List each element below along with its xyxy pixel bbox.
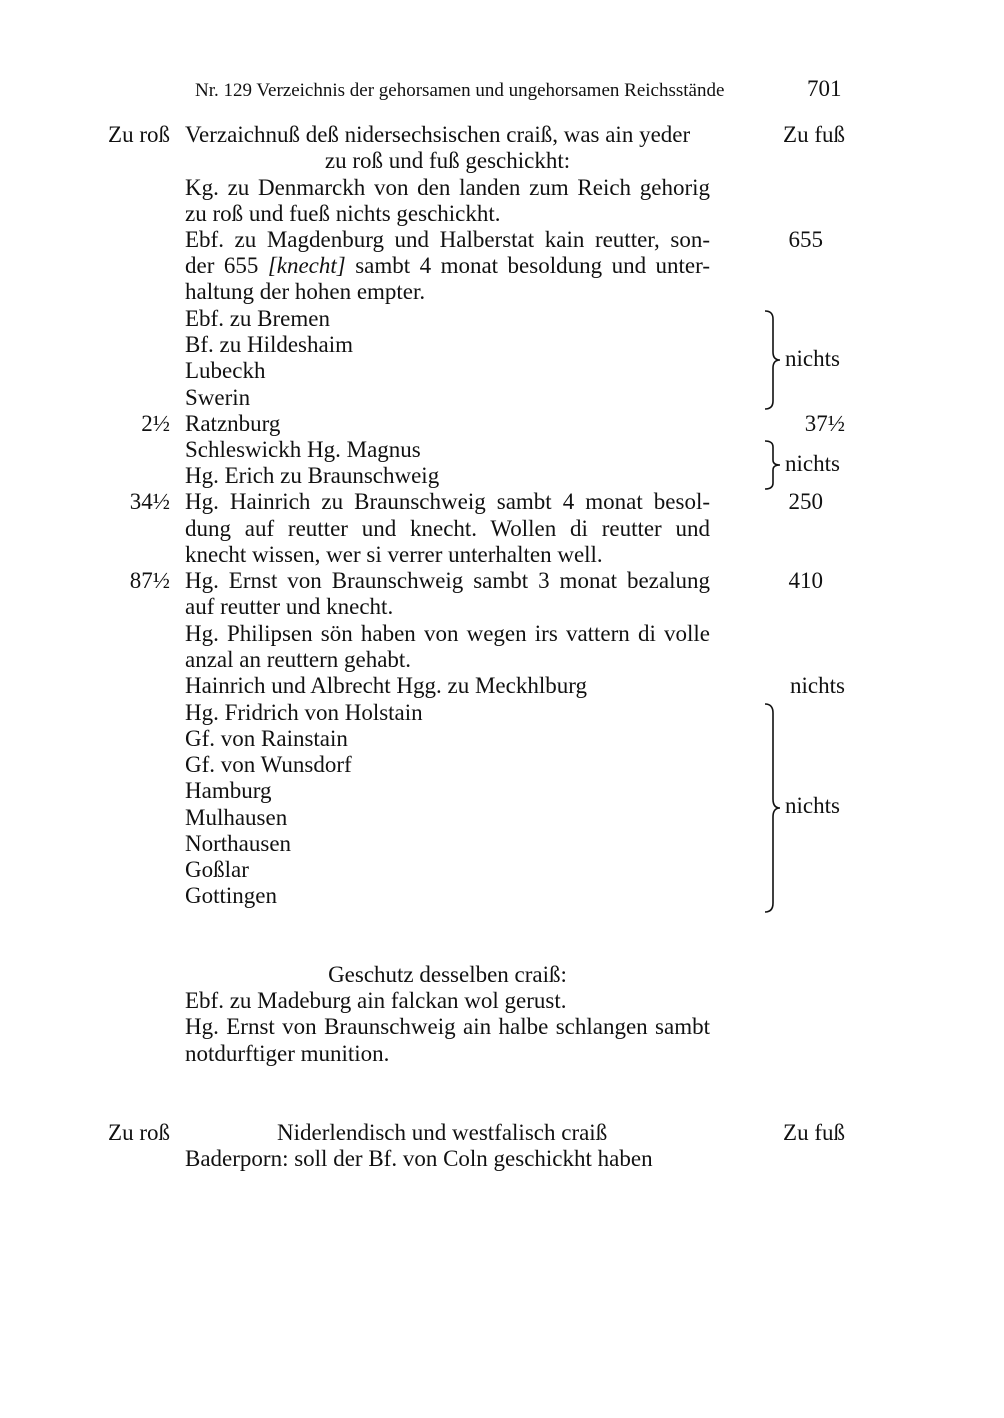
entry-line: Kg. zu Denmarckh von den landen zum Reich gehorig xyxy=(185,175,710,200)
entry-line: Hg. Ernst von Braunschweig sambt 3 monat bezalung xyxy=(185,568,710,593)
artillery-line: Hg. Ernst von Braunschweig ain halbe schlangen sambt xyxy=(185,1014,710,1039)
group-fuss-value: nichts xyxy=(785,451,840,476)
fuss-value: nichts xyxy=(790,673,845,698)
ross-value: 87½ xyxy=(129,568,170,593)
group-item: Gottingen xyxy=(185,883,277,908)
artillery-line: Ebf. zu Madeburg ain falckan wol gerust. xyxy=(185,988,567,1013)
ross-value: 34½ xyxy=(129,489,170,514)
group-item: Swerin xyxy=(185,385,251,410)
entry-line xyxy=(185,253,710,279)
group-fuss-value: nichts xyxy=(785,793,840,818)
entry-line: dung auf reutter und knecht. Wollen di reutter und xyxy=(185,516,710,541)
group-item: Bf. zu Hildeshaim xyxy=(185,332,353,357)
editorial-insertion: [knecht] xyxy=(267,253,346,278)
entry-line: anzal an reuttern gehabt. xyxy=(185,647,412,672)
group-item: Hg. Erich zu Braunschweig xyxy=(185,463,440,488)
section-title-line-1: Verzaichnuß deß nidersechsischen craiß, was ain yeder xyxy=(185,122,691,147)
column-head-zu-fuss: Zu fuß xyxy=(783,1120,845,1145)
group-fuss-value: nichts xyxy=(785,346,840,371)
fuss-value: 250 xyxy=(788,489,823,514)
entry-line: Ratznburg xyxy=(185,411,281,436)
entry-line: knecht wissen, wer si verrer unterhalten well. xyxy=(185,542,603,567)
column-head-zu-fuss: Zu fuß xyxy=(783,122,845,147)
entry-line: Hg. Philipsen sön haben von wegen irs vattern di volle xyxy=(185,621,710,646)
group-item: Hamburg xyxy=(185,778,272,803)
group-item: Mulhausen xyxy=(185,805,288,830)
entry-line: Hg. Hainrich zu Braunschweig sambt 4 monat besol- xyxy=(185,489,710,514)
group-item: Gf. von Wunsdorf xyxy=(185,752,352,777)
fuss-value: 37½ xyxy=(804,411,845,436)
entry-text: sambt 4 monat besoldung und unter- xyxy=(345,253,710,278)
page-number: 701 xyxy=(807,76,842,101)
artillery-heading: Geschutz desselben craiß: xyxy=(328,962,567,987)
group-item: Gf. von Rainstain xyxy=(185,726,348,751)
entry-line: haltung der hohen empter. xyxy=(185,279,426,304)
group-item: Lubeckh xyxy=(185,358,266,383)
group-item: Goßlar xyxy=(185,857,249,882)
right-brace-icon xyxy=(763,310,783,410)
column-head-zu-ross: Zu roß xyxy=(108,122,170,147)
section-title: Niderlendisch und westfalisch craiß xyxy=(277,1120,608,1145)
artillery-line: notdurftiger munition. xyxy=(185,1041,390,1066)
entry-text: der 655 xyxy=(185,253,268,278)
running-title: Nr. 129 Verzeichnis der gehorsamen und ungehorsamen Reichsstände xyxy=(195,80,725,101)
ross-value: 2½ xyxy=(141,411,170,436)
group-item: Northausen xyxy=(185,831,292,856)
section-title-line-2: zu roß und fuß geschickht: xyxy=(324,148,571,173)
group-item: Schleswickh Hg. Magnus xyxy=(185,437,421,462)
entry-line: Hainrich und Albrecht Hgg. zu Meckhlburg xyxy=(185,673,587,698)
entry-line: Baderporn: soll der Bf. von Coln geschickht haben xyxy=(185,1146,653,1171)
fuss-value: 655 xyxy=(788,227,823,252)
group-item: Hg. Fridrich von Holstain xyxy=(185,700,423,725)
group-item: Ebf. zu Bremen xyxy=(185,306,330,331)
entry-line: auf reutter und knecht. xyxy=(185,594,394,619)
entry-line: Ebf. zu Magdenburg und Halberstat kain reutter, son- xyxy=(185,227,710,252)
right-brace-icon xyxy=(763,703,783,913)
column-head-zu-ross: Zu roß xyxy=(108,1120,170,1145)
fuss-value: 410 xyxy=(788,568,823,593)
right-brace-icon xyxy=(763,440,783,490)
entry-line: zu roß und fueß nichts geschickht. xyxy=(185,201,501,226)
